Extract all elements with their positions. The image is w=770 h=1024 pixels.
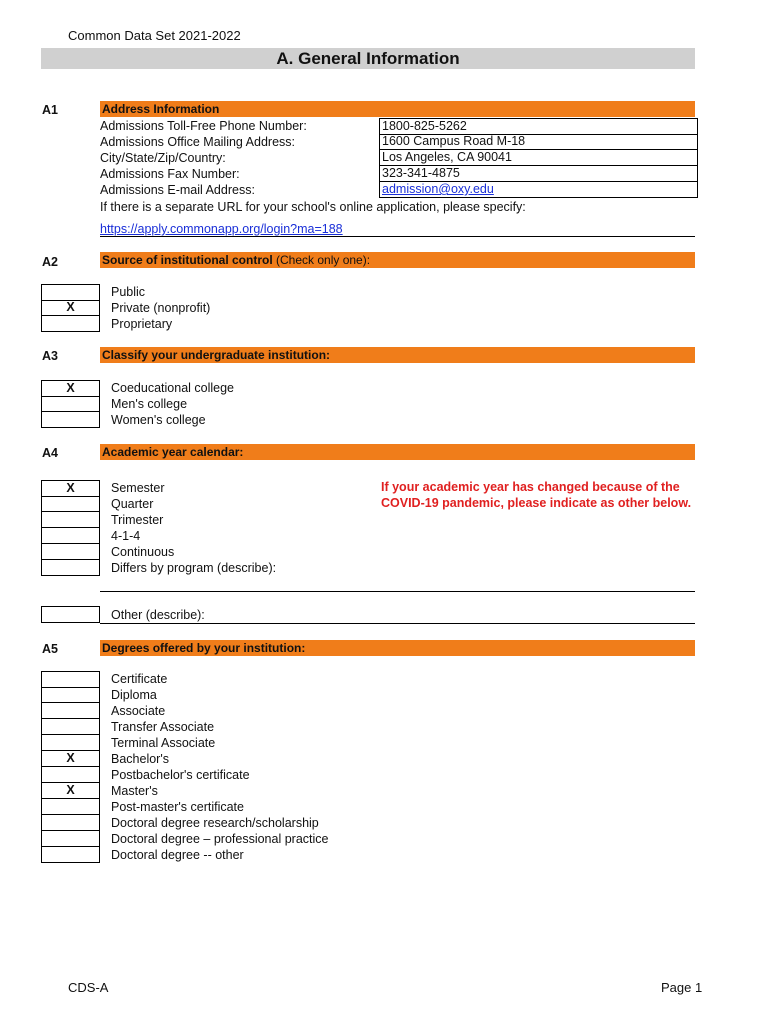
a1-phone-value[interactable]: 1800-825-5262 bbox=[379, 118, 698, 135]
a2-checkbox-proprietary[interactable] bbox=[41, 316, 100, 332]
a3-checkbox-mens[interactable] bbox=[41, 396, 100, 412]
a1-url-prompt: If there is a separate URL for your school's online application, please specify: bbox=[100, 200, 526, 214]
a5-option-terminal-associate: Terminal Associate bbox=[111, 736, 216, 750]
a5-checkbox-postmasters[interactable] bbox=[41, 799, 100, 815]
a4-covid-note-line1: If your academic year has changed because of the bbox=[381, 480, 680, 494]
a1-phone-label: Admissions Toll-Free Phone Number: bbox=[100, 119, 307, 133]
page-title: A. General Information bbox=[41, 48, 695, 69]
a3-checkbox-coed[interactable]: X bbox=[41, 380, 100, 397]
a5-checkbox-associate[interactable] bbox=[41, 703, 100, 719]
a4-checkbox-414[interactable] bbox=[41, 528, 100, 544]
a5-option-transfer-associate: Transfer Associate bbox=[111, 720, 215, 734]
a5-option-associate: Associate bbox=[111, 704, 166, 718]
a5-section-title: Degrees offered by your institution: bbox=[102, 641, 306, 655]
a5-option-doctoral-professional: Doctoral degree – professional practice bbox=[111, 832, 329, 846]
a5-checkbox-transfer-associate[interactable] bbox=[41, 719, 100, 735]
a5-checkbox-bachelors[interactable]: X bbox=[41, 751, 100, 767]
a1-address-label: Admissions Office Mailing Address: bbox=[100, 135, 295, 149]
a1-city-value[interactable]: Los Angeles, CA 90041 bbox=[379, 150, 698, 166]
a3-section-id: A3 bbox=[42, 349, 58, 363]
a4-covid-note-line2: COVID-19 pandemic, please indicate as other below. bbox=[381, 496, 692, 510]
a4-checkbox-quarter[interactable] bbox=[41, 496, 100, 512]
a1-email-value[interactable] bbox=[379, 182, 698, 198]
a4-checkbox-continuous[interactable] bbox=[41, 544, 100, 560]
a4-section-title: Academic year calendar: bbox=[102, 445, 244, 459]
a2-section-title bbox=[102, 252, 370, 268]
a1-section-id: A1 bbox=[42, 103, 58, 117]
a1-email-label: Admissions E-mail Address: bbox=[100, 183, 255, 197]
a1-section-title: Address Information bbox=[102, 102, 220, 116]
a4-checkbox-other[interactable] bbox=[41, 606, 100, 623]
a4-option-semester: Semester bbox=[111, 481, 165, 495]
a5-option-certificate: Certificate bbox=[111, 672, 168, 686]
a1-address-value[interactable]: 1600 Campus Road M-18 bbox=[379, 134, 698, 150]
a5-checkbox-masters[interactable]: X bbox=[41, 783, 100, 799]
a2-title-text: Source of institutional control bbox=[102, 253, 273, 267]
a1-city-label: City/State/Zip/Country: bbox=[100, 151, 226, 165]
a4-option-continuous: Continuous bbox=[111, 545, 175, 559]
a1-application-url[interactable]: https://apply.commonapp.org/login?ma=188 bbox=[100, 222, 343, 236]
a5-option-bachelors: Bachelor's bbox=[111, 752, 169, 766]
a4-option-414: 4-1-4 bbox=[111, 529, 141, 543]
a5-checkbox-doctoral-other[interactable] bbox=[41, 847, 100, 863]
a5-option-postbachelors: Postbachelor's certificate bbox=[111, 768, 250, 782]
a5-option-diploma: Diploma bbox=[111, 688, 157, 702]
a2-option-private: Private (nonprofit) bbox=[111, 301, 211, 315]
a5-option-doctoral-other: Doctoral degree -- other bbox=[111, 848, 244, 862]
a3-checkbox-womens[interactable] bbox=[41, 412, 100, 428]
a3-option-coed: Coeducational college bbox=[111, 381, 235, 395]
a5-option-doctoral-research: Doctoral degree research/scholarship bbox=[111, 816, 319, 830]
a5-checkbox-certificate[interactable] bbox=[41, 671, 100, 688]
a4-checkbox-differs[interactable] bbox=[41, 560, 100, 576]
a4-option-differs: Differs by program (describe): bbox=[111, 561, 277, 575]
a2-option-proprietary: Proprietary bbox=[111, 317, 173, 331]
footer-page-number: Page 1 bbox=[661, 980, 703, 995]
a4-option-other: Other (describe): bbox=[111, 608, 205, 622]
a2-option-public: Public bbox=[111, 285, 146, 299]
a4-section-id: A4 bbox=[42, 446, 58, 460]
a2-checkbox-private[interactable]: X bbox=[41, 300, 100, 316]
a4-differs-underline bbox=[100, 591, 695, 592]
a2-title-note: (Check only one): bbox=[272, 253, 371, 267]
a4-option-trimester: Trimester bbox=[111, 513, 164, 527]
a5-checkbox-doctoral-professional[interactable] bbox=[41, 831, 100, 847]
a3-section-title: Classify your undergraduate institution: bbox=[102, 348, 331, 362]
a4-option-quarter: Quarter bbox=[111, 497, 154, 511]
footer-section-code: CDS-A bbox=[68, 980, 109, 995]
a1-url-underline bbox=[100, 236, 695, 237]
a5-checkbox-terminal-associate[interactable] bbox=[41, 735, 100, 751]
a3-option-mens: Men's college bbox=[111, 397, 188, 411]
a5-section-id: A5 bbox=[42, 642, 58, 656]
a5-checkbox-diploma[interactable] bbox=[41, 687, 100, 703]
a4-checkbox-semester[interactable]: X bbox=[41, 480, 100, 497]
a5-checkbox-postbachelors[interactable] bbox=[41, 767, 100, 783]
a1-email-link[interactable]: admission@oxy.edu bbox=[382, 182, 494, 196]
document-header: Common Data Set 2021-2022 bbox=[68, 28, 241, 43]
a5-checkbox-doctoral-research[interactable] bbox=[41, 815, 100, 831]
a4-other-underline bbox=[100, 623, 695, 624]
a1-fax-label: Admissions Fax Number: bbox=[100, 167, 240, 181]
a1-fax-value[interactable]: 323-341-4875 bbox=[379, 166, 698, 182]
a2-checkbox-public[interactable] bbox=[41, 284, 100, 301]
a5-option-postmasters: Post-master's certificate bbox=[111, 800, 244, 814]
a2-section-id: A2 bbox=[42, 255, 58, 269]
a5-option-masters: Master's bbox=[111, 784, 158, 798]
a3-option-womens: Women's college bbox=[111, 413, 206, 427]
a4-checkbox-trimester[interactable] bbox=[41, 512, 100, 528]
